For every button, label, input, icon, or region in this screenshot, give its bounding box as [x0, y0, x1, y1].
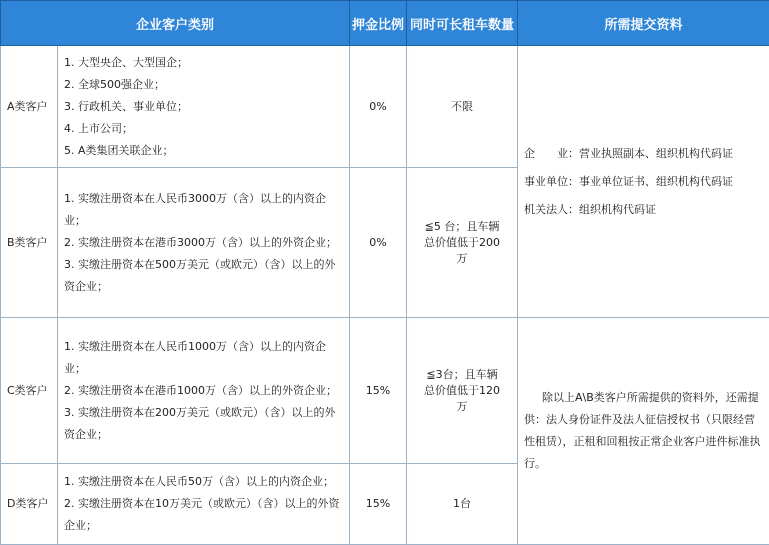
list-item: 1. 实缴注册资本在人民币1000万（含）以上的内资企业；	[64, 336, 345, 380]
items-d	[58, 464, 350, 545]
quantity-b: ≦5 台；且车辆总价值低于200万	[407, 168, 518, 318]
list-item: 1. 实缴注册资本在人民币50万（含）以上的内资企业；	[64, 471, 345, 493]
deposit-b: 0%	[350, 168, 407, 318]
quantity-c: ≦3台；且车辆总价值低于120万	[407, 318, 518, 464]
header-documents: 所需提交资料	[518, 1, 769, 46]
table-header-row	[1, 1, 769, 46]
header-deposit: 押金比例	[350, 1, 407, 46]
list-item: 3. 实缴注册资本在500万美元（或欧元）（含）以上的外资企业；	[64, 254, 345, 298]
list-item: 1. 大型央企、大型国企；	[64, 52, 345, 74]
list-item: 1. 实缴注册资本在人民币3000万（含）以上的内资企业；	[64, 188, 345, 232]
category-b: B类客户	[1, 168, 58, 318]
deposit-d: 15%	[350, 464, 407, 545]
table-row-c	[1, 318, 769, 464]
items-b	[58, 168, 350, 318]
header-category: 企业客户类别	[1, 1, 350, 46]
category-c: C类客户	[1, 318, 58, 464]
docs-government: 机关法人：组织机构代码证	[524, 199, 765, 221]
items-a	[58, 46, 350, 168]
list-item: 5. A类集团关联企业；	[64, 140, 345, 162]
quantity-a: 不限	[407, 46, 518, 168]
items-c	[58, 318, 350, 464]
category-a: A类客户	[1, 46, 58, 168]
category-d: D类客户	[1, 464, 58, 545]
list-item: 2. 实缴注册资本在港币3000万（含）以上的外资企业；	[64, 232, 345, 254]
docs-additional: 除以上A\B类客户所需提供的资料外，还需提供：法人身份证件及法人征信授权书（只限经营性租赁），正租和回租按正常企业客户进件标准执行。	[524, 387, 765, 475]
list-item: 3. 实缴注册资本在200万美元（或欧元）（含）以上的外资企业；	[64, 402, 345, 446]
list-item: 2. 全球500强企业；	[64, 74, 345, 96]
documents-cd	[518, 318, 769, 545]
docs-institution: 事业单位：事业单位证书、组织机构代码证	[524, 171, 765, 193]
list-item: 2. 实缴注册资本在10万美元（或欧元）（含）以上的外资企业；	[64, 493, 345, 537]
list-item: 4. 上市公司；	[64, 118, 345, 140]
documents-ab	[518, 46, 769, 318]
docs-enterprise: 企 业：营业执照副本、组织机构代码证	[524, 143, 765, 165]
deposit-c: 15%	[350, 318, 407, 464]
header-quantity: 同时可长租车数量	[407, 1, 518, 46]
list-item: 2. 实缴注册资本在港币1000万（含）以上的外资企业；	[64, 380, 345, 402]
table-row-a	[1, 46, 769, 168]
quantity-d: 1台	[407, 464, 518, 545]
deposit-a: 0%	[350, 46, 407, 168]
list-item: 3. 行政机关、事业单位；	[64, 96, 345, 118]
